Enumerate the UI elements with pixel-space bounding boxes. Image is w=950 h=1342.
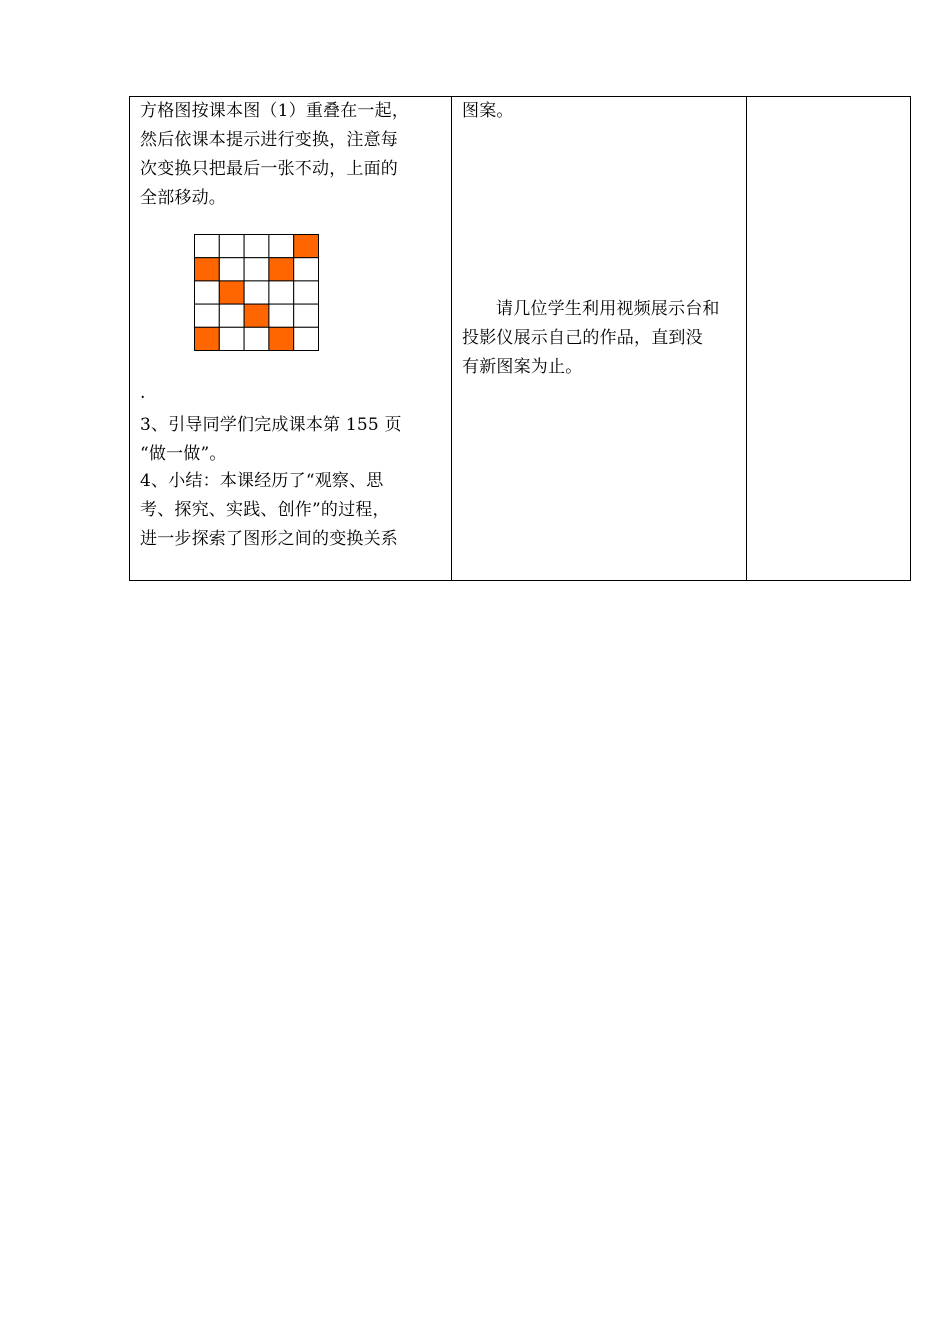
grid-cell xyxy=(195,281,220,304)
grid-cell xyxy=(294,304,319,327)
step4-line: 4、小结：本课经历了“观察、思 xyxy=(140,471,384,491)
grid-cell xyxy=(269,304,294,327)
intro-line: 然后依课本提示进行变换，注意每 xyxy=(140,130,398,150)
grid-cell xyxy=(269,235,294,258)
student-mid-line: 投影仪展示自己的作品，直到没 xyxy=(462,328,703,348)
student-mid-paragraph xyxy=(462,295,720,382)
grid-cell xyxy=(195,304,220,327)
grid-cell xyxy=(219,327,244,350)
intro-line: 全部移动。 xyxy=(140,188,226,208)
grid-cell-filled xyxy=(219,281,244,304)
grid-cell xyxy=(195,235,220,258)
step4-line: 进一步探索了图形之间的变换关系 xyxy=(140,529,398,549)
grid-cell-filled xyxy=(294,235,319,258)
grid-cell xyxy=(269,281,294,304)
lesson-table xyxy=(129,96,911,581)
grid-cell xyxy=(219,258,244,281)
student-top-text xyxy=(462,97,514,126)
grid-cell xyxy=(219,235,244,258)
grid-cell xyxy=(244,327,269,350)
grid-cell xyxy=(244,281,269,304)
grid-cell xyxy=(219,304,244,327)
step4-paragraph xyxy=(140,467,398,554)
step4-line: 考、探究、实践、创作”的过程， xyxy=(140,500,390,520)
notes-cell xyxy=(747,97,911,581)
grid-cell xyxy=(294,327,319,350)
grid-cell-filled xyxy=(195,258,220,281)
teacher-activity-cell xyxy=(130,97,452,581)
step3-paragraph xyxy=(140,411,402,469)
square-grid-figure xyxy=(194,234,319,351)
grid-cell xyxy=(294,281,319,304)
student-top-line: 图案。 xyxy=(462,101,514,121)
grid-cell xyxy=(294,258,319,281)
grid-cell xyxy=(244,235,269,258)
intro-line: 方格图按课本图（1）重叠在一起， xyxy=(140,101,410,121)
table-row xyxy=(130,97,911,581)
step3-line: 3、引导同学们完成课本第 155 页 xyxy=(140,415,402,435)
grid-cell-filled xyxy=(195,327,220,350)
dot-mark: . xyxy=(140,383,146,403)
step3-line: “做一做”。 xyxy=(140,444,227,464)
intro-line: 次变换只把最后一张不动，上面的 xyxy=(140,159,398,179)
grid-cell xyxy=(244,258,269,281)
student-mid-line: 请几位学生利用视频展示台和 xyxy=(496,299,720,319)
intro-paragraph xyxy=(140,97,409,213)
grid-cell-filled xyxy=(269,258,294,281)
student-activity-cell xyxy=(452,97,747,581)
student-mid-line: 有新图案为止。 xyxy=(462,357,583,377)
grid-cell-filled xyxy=(244,304,269,327)
grid-cell-filled xyxy=(269,327,294,350)
